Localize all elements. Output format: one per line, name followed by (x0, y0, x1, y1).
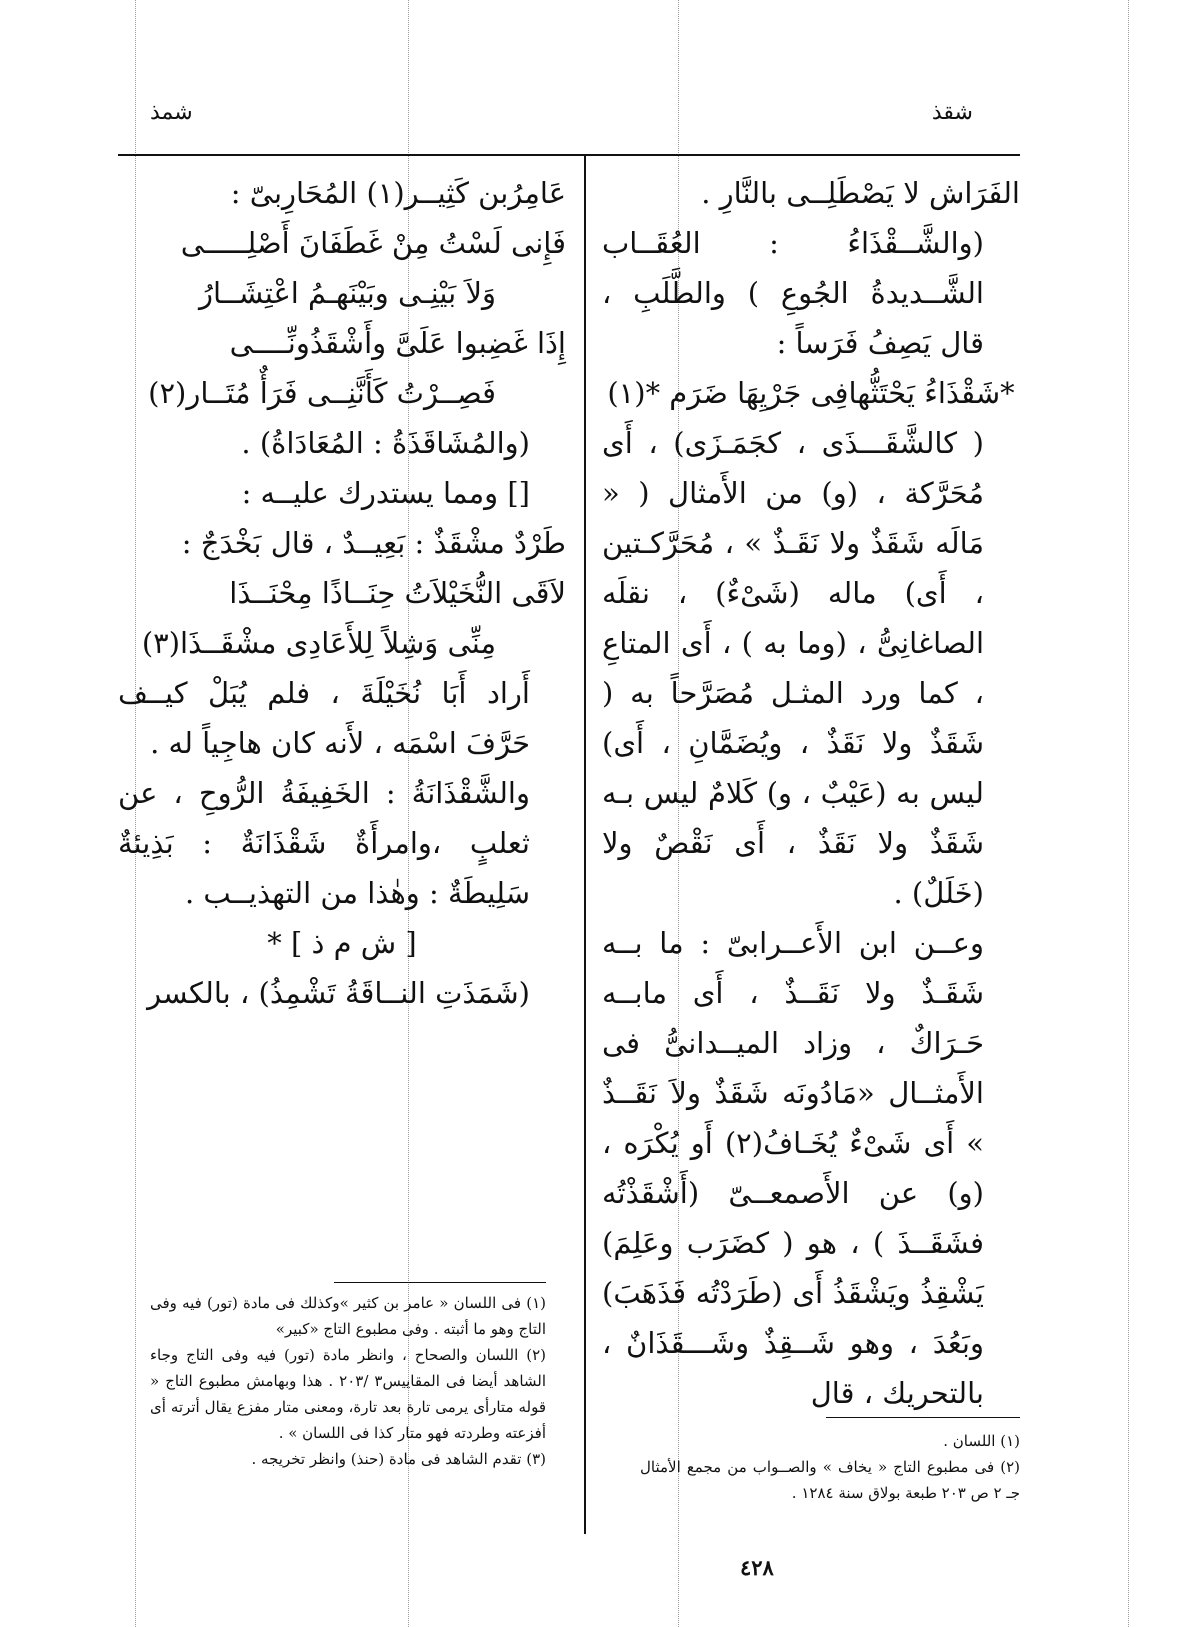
verse-line: مِنِّى وَشِلاً لِلأَعَادِى مشْقَــذَا(٣) (141, 626, 496, 660)
footnotes-left (150, 1290, 546, 1472)
footnote-rule (334, 1282, 546, 1283)
paragraph: طَرْدٌ مشْقَذٌ : بَعِيــدٌ ، قال بَخْدَجٌ : (181, 526, 566, 560)
running-head-right: شقذ (931, 100, 973, 125)
column-divider (584, 154, 586, 1534)
paragraph: الفَرَاش لا يَصْطَلِــى بالنَّارِ . (701, 176, 1020, 210)
page-number: ٤٢٨ (740, 1555, 774, 1580)
entry-heading: [ ش م ذ ] * (267, 926, 417, 960)
scan-dotted-line (1128, 0, 1129, 1627)
verse-line: إِذَا غَضِبوا عَلَىَّ وأَشْقَذُونِّــــى (229, 326, 566, 360)
paragraph: وعــن ابن الأَعــرابىّ : ما بــه شَقَـذٌ ولا نَقَــذٌ ، أَى مابــه حَـرَاكٌ ، وزاد الميــدانىُّ فى الأَمثــال «مَادُونَه شَقَذٌ ولاَ نَقَــذٌ » أَى شَىْءٌ يُخَـافُ(٢) أَو يُكْرَه ، (و) عن الأَصمعــىّ (أَشْقَذْتُه فشَقَــذَ ) ، هو ( كضَرَب وعَلِمَ) يَشْقِذُ ويَشْقَذُ أَى (طَرَدْتُه فَذَهَبَ) وبَعُدَ ، وهو شَــقِذٌ وشَـــقَذَانٌ ، بالتحريك ، قال (602, 926, 985, 1410)
footnotes-right (640, 1428, 1020, 1506)
paragraph: [] ومما يستدرك عليــه : (241, 476, 530, 510)
footnote-rule (826, 1417, 1020, 1418)
footnote: (١) اللسان . (943, 1432, 1020, 1450)
verse-line: لاَقَى النُّخَيْلاَتُ حِنَــاذًا مِحْنَــذَا (229, 576, 566, 610)
paragraph: ( كالشَّقَـــذَى ، كجَمَـزَى) ، أَى مُحَرَّكة ، (و) من الأَمثال ( « مَالَه شَقَذٌ ولا نَقَـذٌ » ، مُحَرَّكـتين ، أَى) ماله (شَىْءٌ) ، نقلَه الصاغانِىُّ ، (وما به ) ، أَى المتاعِ ، كما ورد المثـل مُصَرَّحاً به ( شَقَذٌ ولا نَقَذٌ ، ويُضَمَّانِ ، أَى) ليس به (عَيْبٌ ، و) كَلامٌ ليس بـه شَقَذٌ ولا نَقَذٌ ، أَى نَقْصٌ ولا (خَلَلٌ) . (602, 426, 984, 910)
verse-line: فَصِــرْتُ كَأَنَّنِــى فَرَأٌ مُتَــار(٢) (148, 376, 496, 410)
paragraph: (شَمَذَتِ النــاقَةُ تَشْمِذُ) ، بالكسر (147, 976, 530, 1010)
footnote: (٢) اللسان والصحاح ، وانظر مادة (تور) فيه وفى التاج وجاء الشاهد أيضا فى المقاييس٣ /٢٠٣ . هذا وبهامش مطبوع التاج « قوله متارأى يرمى تارة بعد تارة، ومعنى متار مفزع يقال أترته أى أفزعته وطردته فهو متار كذا فى اللسان » . (150, 1346, 547, 1442)
footnote: (٢) فى مطبوع التاج « يخاف » والصــواب من مجمع الأمثال جـ ٢ ص ٢٠٣ طبعة بولاق سنة ١٢٨٤ . (640, 1458, 1020, 1502)
verse-line: وَلاَ بَيْنِـى وبَيْنَهـمُ اعْتِشَــارُ (199, 276, 496, 310)
footnote: (١) فى اللسان « عامر بن كثير »وكذلك فى مادة (تور) فيه وفى التاج وهو ما أثبته . وفى مطبوع التاج «كبير» (150, 1294, 546, 1338)
paragraph: والشَّقْذَانَةُ : الخَفِيفَةُ الرُّوحِ ، عن ثعلبٍ ،وامرأَةٌ شَقْذَانَةٌ : بَذِيئةٌ سَلِيطَةٌ : وهٰذا من التهذيــب . (118, 776, 530, 910)
right-column (602, 168, 1020, 1418)
header-rule (118, 154, 1020, 156)
verse-line: *شَقْذَاءُ يَحْتَثُّهافِى جَرْيِهَا ضَرَم *(١) (607, 376, 1015, 410)
running-head-left: شمذ (150, 100, 193, 125)
footnote: (٣) تقدم الشاهد فى مادة (حنذ) وانظر تخريجه . (251, 1450, 546, 1468)
verse-line: فَإِنى لَسْتُ مِنْ غَطَفَانَ أَصْلِـــــى (180, 226, 566, 260)
paragraph: (والمُشَاقَذَةُ : المُعَادَاةُ) . (241, 426, 530, 460)
paragraph: (والشَّــقْذَاءُ : العُقَــاب الشَّــديدةُ الجُوعِ ) والطَّلَبِ ، قال يَصِفُ فَرَساً : (602, 226, 984, 360)
paragraph: أَراد أَبَا نُخَيْلَةَ ، فلم يُبَلْ كيــف حَرَّفَ اسْمَه ، لأَنه كان هاجِياً له . (118, 676, 530, 760)
paragraph: عَامِرُبن كَثِيــر(١) المُحَارِبىّ : (230, 176, 566, 210)
left-column (118, 168, 566, 1018)
